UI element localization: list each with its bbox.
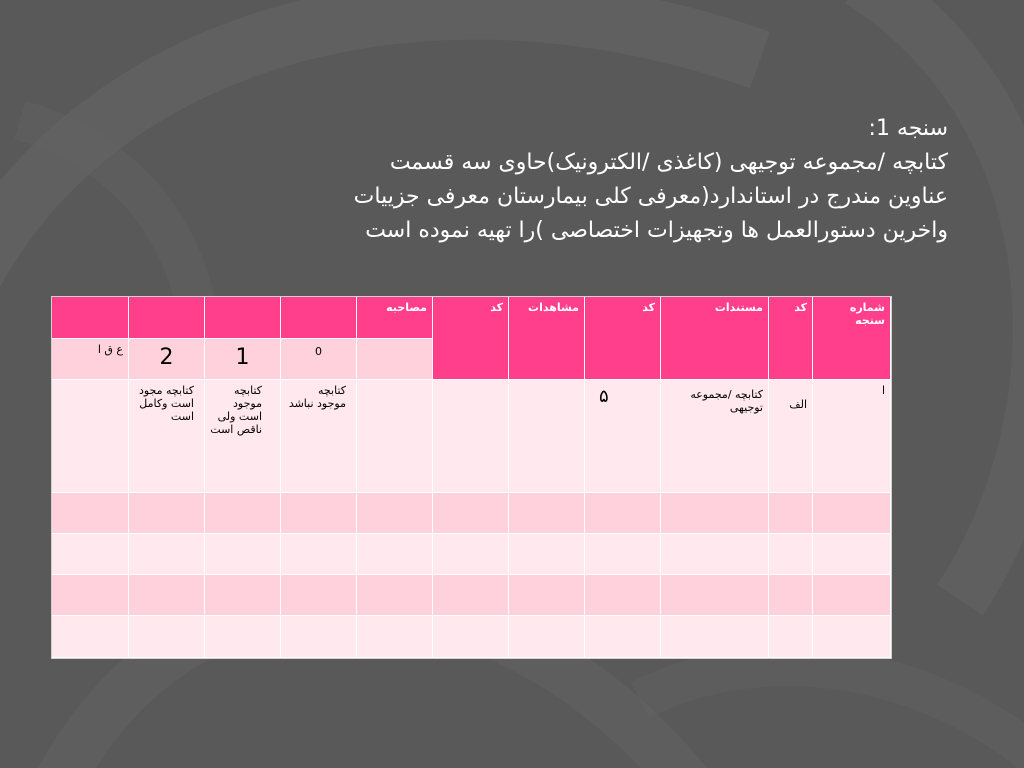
header-code-1: کد bbox=[769, 297, 813, 380]
header-empty-3 bbox=[129, 297, 205, 339]
data-code-1: الف bbox=[769, 380, 813, 493]
header-code-3: کد bbox=[433, 297, 509, 380]
header-empty-4 bbox=[52, 297, 129, 339]
data-code-2: ۵ bbox=[585, 380, 661, 493]
data-score-0-text: کتابچه موجود نباشد bbox=[281, 380, 357, 493]
data-code-3 bbox=[433, 380, 509, 493]
header-code-2: کد bbox=[585, 297, 661, 380]
empty-row-3 bbox=[52, 575, 891, 616]
empty-row-2 bbox=[52, 534, 891, 575]
header-empty-1 bbox=[281, 297, 357, 339]
title-line-4: واخرین دستورالعمل ها وتجهیزات اختصاصی )را تهیه نموده است bbox=[365, 218, 948, 243]
evaluation-table bbox=[51, 296, 892, 659]
header-interview: مصاحبه bbox=[357, 297, 433, 339]
data-score-1-text: کتابچه موجود است ولی ناقص است bbox=[205, 380, 281, 493]
data-not-applicable bbox=[52, 380, 129, 493]
score-interview bbox=[357, 339, 433, 380]
data-score-2-text: کتابچه مجود است وکامل است bbox=[129, 380, 205, 493]
slide-title bbox=[148, 112, 948, 248]
data-documents: کتابچه /مجموعه توجیهی bbox=[661, 380, 769, 493]
score-1: 1 bbox=[205, 339, 281, 380]
data-interview bbox=[357, 380, 433, 493]
header-observation: مشاهدات bbox=[509, 297, 585, 380]
header-empty-2 bbox=[205, 297, 281, 339]
data-measure-number: ا bbox=[813, 380, 891, 493]
header-measure-number: شماره سنجه bbox=[813, 297, 891, 380]
score-2: 2 bbox=[129, 339, 205, 380]
title-line-2: کتابچه /مجموعه توجیهی (کاغذی /الکترونیک)حاوی سه قسمت bbox=[389, 150, 948, 175]
data-observation bbox=[509, 380, 585, 493]
empty-row-1 bbox=[52, 493, 891, 534]
title-line-1: سنجه 1: bbox=[868, 116, 948, 141]
title-line-3: عناوین مندرج در استاندارد(معرفی کلی بیمارستان معرفی جزییات bbox=[353, 184, 948, 209]
score-not-applicable: ع ق ا bbox=[52, 339, 129, 380]
score-0: 0 bbox=[281, 339, 357, 380]
header-documents: مستندات bbox=[661, 297, 769, 380]
empty-row-4 bbox=[52, 616, 891, 658]
